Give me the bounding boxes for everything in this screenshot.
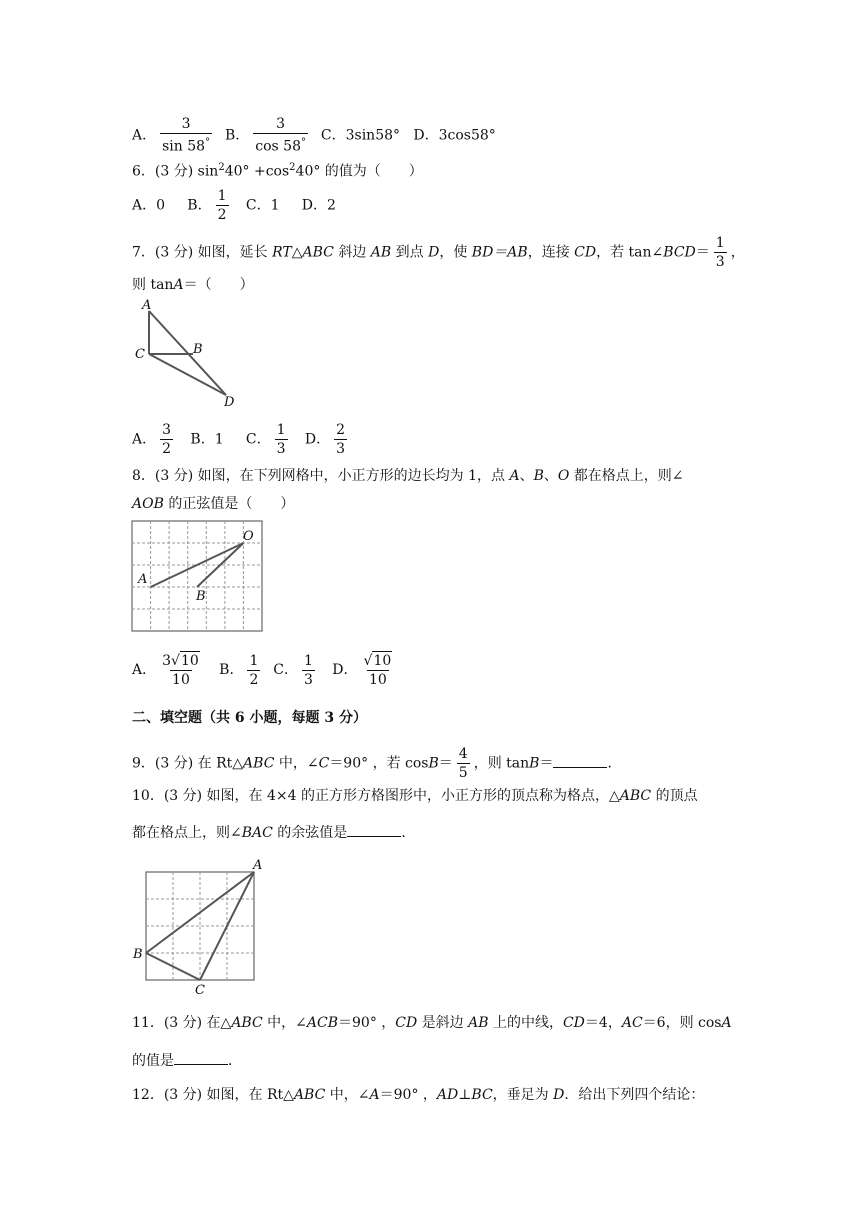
- q5-option-c: C．3sin58°: [320, 127, 401, 144]
- q8-label-b: B: [196, 589, 206, 604]
- q6-option-b-fraction: $\frac{1}{2}$: [217, 188, 227, 223]
- q8-stem-line2: AOB 的正弦值是（ ）: [132, 496, 295, 512]
- q8-stem-line1: 8．(3 分) 如图，在下列网格中，小正方形的边长均为 1，点 A、B、O 都在格点上，则∠: [132, 468, 684, 484]
- q7-option-a-fraction: $\frac{3}{2}$: [162, 422, 172, 457]
- q10-label-a: A: [253, 858, 263, 873]
- q10-label-b: B: [133, 947, 143, 962]
- q8-option-a-fraction: $\frac{3√10}{10}$: [162, 653, 199, 688]
- q5-options: [132, 115, 496, 156]
- q9-stem: 9．(3 分) 在 Rt△ABC 中，∠C＝90° ，若 cosB＝ $\frac{4}{5}$ ，则 tanB＝ ．: [132, 746, 622, 781]
- q10-stem-line1: 10．(3 分) 如图，在 4×4 的正方形方格图形中，小正方形的顶点称为格点，△ABC 的顶点: [132, 788, 698, 804]
- q8-label-o: O: [243, 529, 254, 544]
- q7-stem-fraction: $\frac{1}{3}$: [715, 235, 725, 270]
- q7-label-c: C: [135, 347, 145, 362]
- q11-stem-line2: 的值是 ．: [132, 1050, 242, 1071]
- q8-option-c-fraction: $\frac{1}{3}$: [304, 652, 313, 688]
- q11-answer-blank[interactable]: [174, 1050, 228, 1065]
- q8-options: A． $\frac{3√10}{10}$ B． $\frac{1}{2}$ C． $\frac{1}{3}$ D． $\frac{√10}{10}$: [132, 651, 398, 689]
- q5-option-b-fraction: $\frac{3}{\cos 58^\circ}$: [255, 116, 306, 155]
- q5-option-a-label: A．: [132, 127, 157, 144]
- q12-stem: 12．(3 分) 如图，在 Rt△ABC 中，∠A＝90° ，AD⊥BC，垂足为 D．给出下列四个结论：: [132, 1087, 705, 1103]
- section-heading-fill-in: 二、填空题（共 6 小题，每题 3 分）: [132, 710, 367, 726]
- q8-option-d-fraction: $\frac{√10}{10}$: [363, 653, 392, 688]
- q10-stem-line2: 都在格点上，则∠BAC 的余弦值是 ．: [132, 822, 415, 843]
- q7-label-b: B: [193, 342, 203, 357]
- q9-fraction: $\frac{4}{5}$: [458, 746, 468, 781]
- q9-answer-blank[interactable]: [553, 753, 607, 768]
- q11-stem-line1: 11．(3 分) 在△ABC 中，∠ACB＝90° ，CD 是斜边 AB 上的中线，CD＝4，AC＝6，则 cosA: [132, 1015, 732, 1031]
- q7-stem-line2: 则 tanA＝（ ）: [132, 277, 254, 293]
- q5-option-a-fraction: $\frac{3}{\sin 58^\circ}$: [162, 116, 211, 155]
- q8-label-a: A: [138, 572, 148, 587]
- q5-option-b-label: B．: [224, 127, 250, 144]
- q7-option-c-fraction: $\frac{1}{3}$: [276, 422, 286, 457]
- q8-figure: [132, 521, 264, 633]
- q7-stem-line1: 7．(3 分) 如图，延长 RT△ABC 斜边 AB 到点 D，使 BD＝AB，连接 CD，若 tan∠BCD＝ $\frac{1}{3}$ ，: [132, 235, 745, 270]
- q7-label-d: D: [224, 395, 235, 410]
- q5-option-d: D．3cos58°: [413, 127, 496, 144]
- q7-options: A． $\frac{3}{2}$ B．1 C． $\frac{1}{3}$ D． $\frac{2}{3}$: [132, 422, 346, 457]
- q7-figure: [125, 295, 240, 410]
- q7-label-a: A: [142, 298, 152, 313]
- q10-answer-blank[interactable]: [347, 822, 401, 837]
- q10-figure: [130, 855, 265, 998]
- q6-stem: 6．(3 分) $\sin^240^\circ +\cos^240^\circ$ 的值为（ ）: [132, 162, 423, 180]
- q7-option-d-fraction: $\frac{2}{3}$: [336, 422, 346, 457]
- q6-options: A．0 B． $\frac{1}{2}$ C．1 D．2: [132, 188, 336, 223]
- q10-label-c: C: [195, 983, 205, 998]
- q8-option-b-fraction: $\frac{1}{2}$: [249, 652, 259, 688]
